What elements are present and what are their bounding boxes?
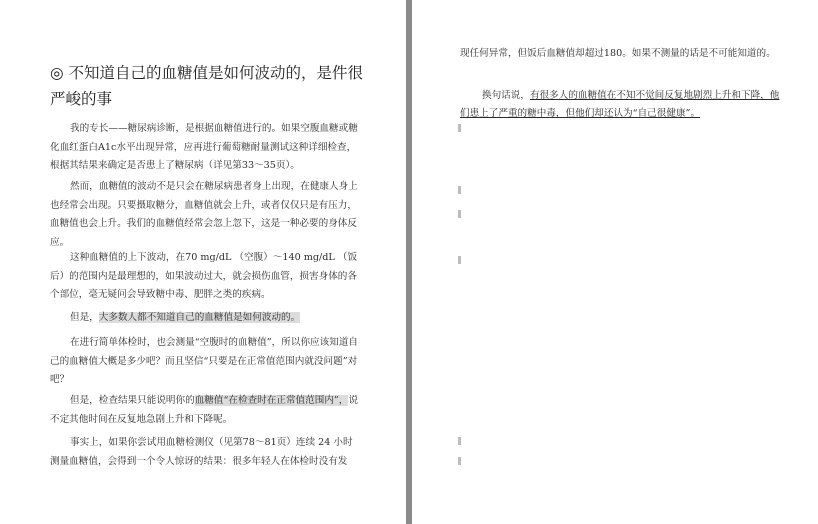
paragraph-1: 我的专长——糖尿病诊断，是根据血糖值进行的。如果空腹血糖或糖化血红蛋白A1c水平出现异常，应再进行葡萄糖耐量测试这种详细检查，根据其结果来确定是否患上了糖尿病（详见第33～35页）。 xyxy=(50,123,358,171)
paragraph-4-lead: 但是， xyxy=(70,312,99,323)
underlined-text: 有很多人的血糖值在不知不觉间反复地剧烈上升和下降，他们患上了严重的糖中毒，但他们却还认为“自己很健康”。 xyxy=(460,90,780,119)
paragraph-6 xyxy=(50,392,362,429)
highlighted-text-2: 血糖值“在检查时在正常值范围内”， xyxy=(194,395,349,406)
right-page xyxy=(412,0,818,524)
left-page xyxy=(0,0,406,524)
page-edge-mark xyxy=(458,457,461,465)
right-paragraph-1: 现任何异常，但饭后血糖值却超过180。如果不测量的话是不可能知道的。 xyxy=(460,48,776,59)
paragraph-6-tail: 说不定其他时间在反复地急剧上升和下降呢。 xyxy=(50,395,359,425)
paragraph-4 xyxy=(50,309,362,328)
paragraph-7: 事实上，如果你尝试用血糖检测仪（见第78～81页）连续 24 小时测量血糖值，会得到一个令人惊讶的结果：很多年轻人在体检时没有发 xyxy=(50,437,353,467)
section-heading: ◎ 不知道自己的血糖值是如何波动的，是件很严峻的事 xyxy=(50,64,363,108)
right-paragraph-2-lead: 换句话说， xyxy=(482,90,530,101)
right-paragraph-2 xyxy=(460,87,780,123)
page-edge-mark xyxy=(458,210,461,218)
page-edge-mark xyxy=(458,124,461,132)
page-edge-mark xyxy=(458,186,461,194)
paragraph-6-lead: 但是，检查结果只能说明你的 xyxy=(70,395,195,406)
paragraph-2: 然而，血糖值的波动不是只会在糖尿病患者身上出现，在健康人身上也经常会出现。只要摄取糖分，血糖值就会上升，或者仅仅只是有压力，血糖值也会上升。我们的血糖值经常会忽上忽下，这是一种必要的身体反应。 xyxy=(50,181,358,248)
page-edge-mark xyxy=(458,256,461,264)
paragraph-5: 在进行简单体检时，也会测量“空腹时的血糖值”，所以你应该知道自己的血糖值大概是多少吧？而且坚信“只要是在正常值范围内就没问题”对吧？ xyxy=(50,337,359,385)
page-edge-mark xyxy=(458,437,461,445)
paragraph-3: 这种血糖值的上下波动，在70 mg/dL （空腹）～140 mg/dL （饭后）的范围内是最理想的，如果波动过大，就会损伤血管，损害身体的各个部位，毫无疑问会导致糖中毒、肥胖之类的疾病。 xyxy=(50,252,357,300)
highlighted-text: 大多数人都不知道自己的血糖值是如何波动的。 xyxy=(98,312,301,323)
